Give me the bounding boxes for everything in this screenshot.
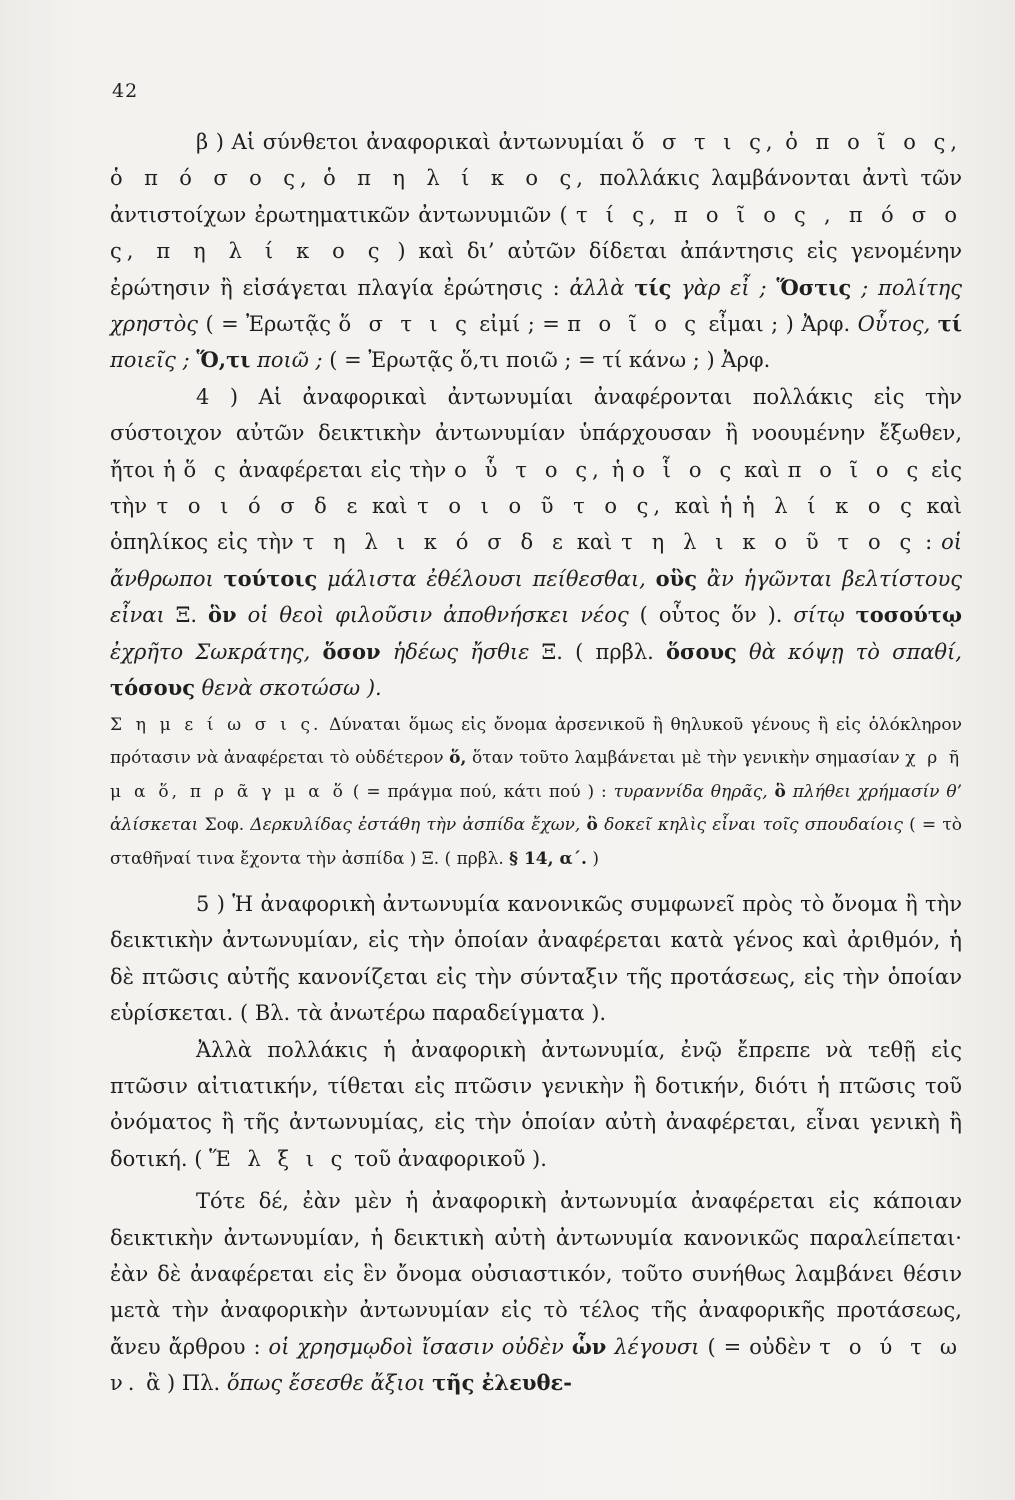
spaced-term: τ η λ ι κ ό σ δ ε	[302, 530, 568, 555]
example-bold: τούτοις	[223, 565, 318, 591]
example-italic: ὅπως ἔσεσθε ἄξιοι	[226, 1371, 433, 1396]
text-run: Δύναται ὅμως εἰς ὄνομα ἀρσενικοῦ ἢ θηλυκοῦ γένους ἢ εἰς ὁλόκληρον πρότασιν νὰ ἀναφέρεται τὸ οὐδέτερον	[110, 714, 962, 768]
example-italic: τυραννίδα θηρᾶς,	[613, 781, 775, 802]
text-run: ) καὶ δι’ αὐτῶν δίδεται ἀπάντησις εἰς γενομένην ἐρώτησιν ἢ εἰσάγεται πλαγία ἐρώτησις :	[110, 239, 962, 300]
page-number: 42	[112, 80, 139, 102]
example-bold: τοσούτῳ	[855, 602, 962, 628]
example-italic: θὰ κόψῃ τὸ σπαθί,	[736, 639, 962, 664]
text-run: καὶ	[736, 457, 788, 482]
spaced-term: π ο ῖ ο ς	[567, 312, 702, 337]
text-run: καὶ	[567, 530, 622, 555]
example-italic: δοκεῖ κηλὶς εἶναι τοῖς σπουδαίοις	[597, 815, 903, 835]
spaced-term: ἡ λ ί κ ο ς	[742, 494, 917, 519]
example-bold: ὃ	[774, 781, 786, 802]
text-run: Ἀλλὰ πολλάκις ἡ ἀναφορικὴ ἀντωνυμία, ἐνῷ ἔπρεπε νὰ τεθῇ εἰς πτῶσιν αἰτιατικήν, τίθεται εἰς πτῶσιν γενικὴν ἢ δοτικήν, διότι ἡ πτῶσις τοῦ ὀνόματος ἢ τῆς ἀντωνυμίας, εἰς τὴν ὁποίαν αὐτὴ ἀναφέρεται, εἶναι γενικὴ ἢ δοτική. (	[110, 1037, 962, 1171]
text-run: :	[916, 530, 942, 555]
text-run: 5 ) Ἡ ἀναφορικὴ ἀντωνυμία κανονικῶς συμφωνεῖ πρὸς τὸ ὄνομα ἢ τὴν δεικτικὴν ἀντωνυμίαν, εἰς τὴν ὁποίαν ἀναφέρεται κατὰ γένος καὶ ἀριθμόν, ἡ δὲ πτῶσις αὐτῆς κανονίζεται εἰς τὴν σύνταξιν τῆς προτάσεως, εἰς τὴν ὁποίαν εὑρίσκεται. ( Βλ. τὰ ἀνωτέρω παραδείγματα ).	[110, 892, 962, 1026]
spaced-term: τ η λ ι κ ο ῦ τ ο ς	[621, 530, 917, 555]
example-italic: ; πολίτης χρηστὸς	[110, 275, 962, 337]
example-italic: ἡδέως ἤσθιε	[380, 639, 530, 664]
text-run: ἀναφέρεται εἰς τὴν	[230, 457, 455, 482]
spaced-term: ὅ σ τ ι ς,	[631, 130, 778, 154]
paragraph-5	[110, 886, 962, 1032]
text-run: ( = Ἐρωτᾷς ὅ,τι ποιῶ ; = τί κάνω ; ) Ἀρφ.	[322, 348, 771, 373]
example-italic: ἐχρῆτο Σωκράτης,	[110, 639, 323, 664]
term: ὁπηλίκος	[110, 530, 209, 555]
paragraph-tote	[110, 1183, 962, 1401]
example-italic: Οὗτος,	[857, 312, 938, 337]
example-bold: ὧν	[571, 1333, 607, 1359]
example-italic: Δερκυλίδας ἐστάθη τὴν ἀσπίδα ἔχων,	[250, 815, 587, 835]
example-bold: ὃ	[586, 815, 598, 835]
example-italic: οἱ χρησμῳδοὶ ἴσασιν οὐδὲν	[268, 1334, 572, 1359]
text-run: ( = οὐδὲν	[699, 1334, 820, 1359]
spaced-term: τ ο ύ τ ω ν.	[110, 1334, 962, 1396]
text-run: ( οὗτος ὅν ).	[628, 603, 794, 628]
spaced-term: ὁ π ο ῖ ο ς,	[785, 130, 963, 154]
text-run: τοῦ ἀναφορικοῦ ).	[347, 1146, 547, 1171]
paragraph-4	[110, 379, 962, 707]
example-italic: γὰρ εἶ ;	[671, 275, 777, 300]
example-bold: τίς	[634, 274, 672, 300]
text-run	[312, 166, 323, 190]
spaced-term: Ἕ λ ξ ι ς	[209, 1146, 348, 1171]
bold-term: § 14, α΄.	[509, 848, 587, 869]
text-run: καὶ	[916, 494, 963, 519]
example-italic: ἀλλὰ	[569, 275, 635, 300]
spaced-term: ὁ π η λ ί κ ο ς,	[323, 166, 588, 191]
spaced-term: π ο ῖ ο ς	[787, 457, 924, 482]
text-run: )	[586, 848, 600, 869]
text-run: ( = πράγμα πού, κάτι πού ) :	[345, 781, 614, 802]
text-run: εἰς τὴν	[208, 530, 303, 555]
text-run: Σοφ.	[198, 815, 251, 835]
example-bold: ὅσον	[322, 638, 381, 664]
spaced-term: ὁ π ό σ ο ς,	[110, 166, 312, 191]
example-bold: Ὅστις	[776, 274, 852, 300]
text-run: Ξ. ( πρβλ.	[529, 639, 666, 664]
example-bold: Ὅ,τι	[196, 347, 251, 373]
spaced-term: ὅ σ τ ι ς	[338, 312, 472, 337]
spaced-term: ὅ ς	[183, 457, 231, 482]
text-run: 4 ) Αἱ ἀναφορικαὶ ἀντωνυμίαι ἀναφέρονται πολλάκις εἰς τὴν σύστοιχον αὐτῶν δεικτικὴν ἀντωνυμίαν ὑπάρχουσαν ἢ νοουμένην ἔξωθεν, ἤτοι ἡ	[110, 384, 962, 482]
example-italic: ποιῶ ;	[250, 348, 323, 373]
text-run: εἶμαι ; ) Ἀρφ.	[701, 312, 858, 337]
spaced-term: τ ο ι ό σ δ ε	[156, 494, 363, 519]
text-run: ὅταν τοῦτο λαμβάνεται μὲ τὴν γενικὴν σημασίαν	[466, 748, 906, 768]
spaced-term: τ ο ι ο ῦ τ ο ς,	[417, 494, 666, 519]
text-run: Ξ.	[164, 603, 209, 628]
paragraph-b	[110, 124, 962, 379]
spaced-term: χ ρ ῆ μ α ὅ, π ρ ᾶ γ μ α ὅ	[110, 748, 962, 802]
text-run: Τότε δέ, ἐὰν μὲν ἡ ἀναφορικὴ ἀντωνυμία ἀναφέρεται εἰς κάποιαν δεικτικὴν ἀντωνυμίαν, ἡ δεικτικὴ αὐτὴ ἀντωνυμία κανονικῶς παραλείπεται· ἐὰν δὲ ἀναφέρεται εἰς ἓν ὄνομα οὐσιαστικόν, τοῦτο συνήθως λαμβάνει θέσιν μετὰ τὴν ἀναφορικὴν ἀντωνυμίαν εἰς τὸ τέλος τῆς ἀναφορικῆς προτάσεως, ἄνευ ἄρθρου :	[110, 1189, 962, 1359]
example-bold: τόσους	[110, 675, 195, 701]
example-italic: θενὰ σκοτώσω ).	[194, 676, 382, 701]
example-italic: ποιεῖς ;	[110, 348, 197, 373]
example-italic: λέγουσι	[606, 1334, 700, 1359]
example-italic: πλήθει χρήμασίν θ’ ἁλίσκεται	[110, 781, 962, 835]
spaced-term: τ ί ς, π ο ῖ ο ς , π ό σ ο ς, π η λ ί κ ο ς	[110, 202, 963, 264]
text-run: ἡ	[603, 457, 633, 482]
note-paragraph	[110, 709, 962, 877]
example-bold: τῆς ἐλευθε-	[432, 1370, 572, 1396]
text-run: εἰς τὴν	[110, 457, 963, 519]
example-bold: τί	[937, 311, 963, 337]
bold-term: ὅ,	[449, 748, 467, 768]
note-label: Σ η μ ε ί ω σ ι ς.	[110, 714, 322, 735]
text-run: καὶ	[362, 494, 418, 519]
example-italic: σίτῳ	[793, 603, 856, 628]
example-italic: οἱ ἄνθρωποι	[110, 530, 962, 591]
text-run: ἃ ) Πλ.	[139, 1371, 227, 1396]
example-italic: μάλιστα ἐθέλουσι πείθεσθαι,	[317, 566, 656, 591]
example-bold: ὅσους	[665, 638, 737, 664]
spaced-term: ο ὗ τ ο ς,	[454, 457, 604, 482]
text-run: εἰμί ; =	[471, 312, 568, 337]
text-run: β ) Αἱ σύνθετοι ἀναφορικαὶ ἀντωνυμίαι	[196, 130, 632, 154]
example-italic: οἱ θεοὶ φιλοῦσιν ἀποθνήσκει νέος	[236, 603, 629, 628]
page-body	[110, 124, 962, 1402]
paragraph-5b	[110, 1032, 962, 1178]
example-bold: οὓς	[655, 565, 698, 591]
text-run: ( = Ἐρωτᾷς	[198, 312, 339, 337]
example-italic: ἂν ἡγῶνται βελτίστους εἶναι	[110, 566, 963, 628]
text-run: πολλάκις λαμβάνονται ἀντὶ τῶν ἀντιστοίχων ἐρωτηματικῶν ἀντωνυμιῶν (	[110, 166, 962, 227]
text-run: καὶ ἡ	[665, 494, 743, 519]
text-run: ( = τὸ σταθῆναί τινα ἔχοντα τὴν ἀσπίδα ) Ξ. ( πρβλ.	[110, 815, 962, 869]
example-bold: ὃν	[208, 602, 237, 628]
spaced-term: ο ἷ ο ς	[632, 457, 737, 482]
